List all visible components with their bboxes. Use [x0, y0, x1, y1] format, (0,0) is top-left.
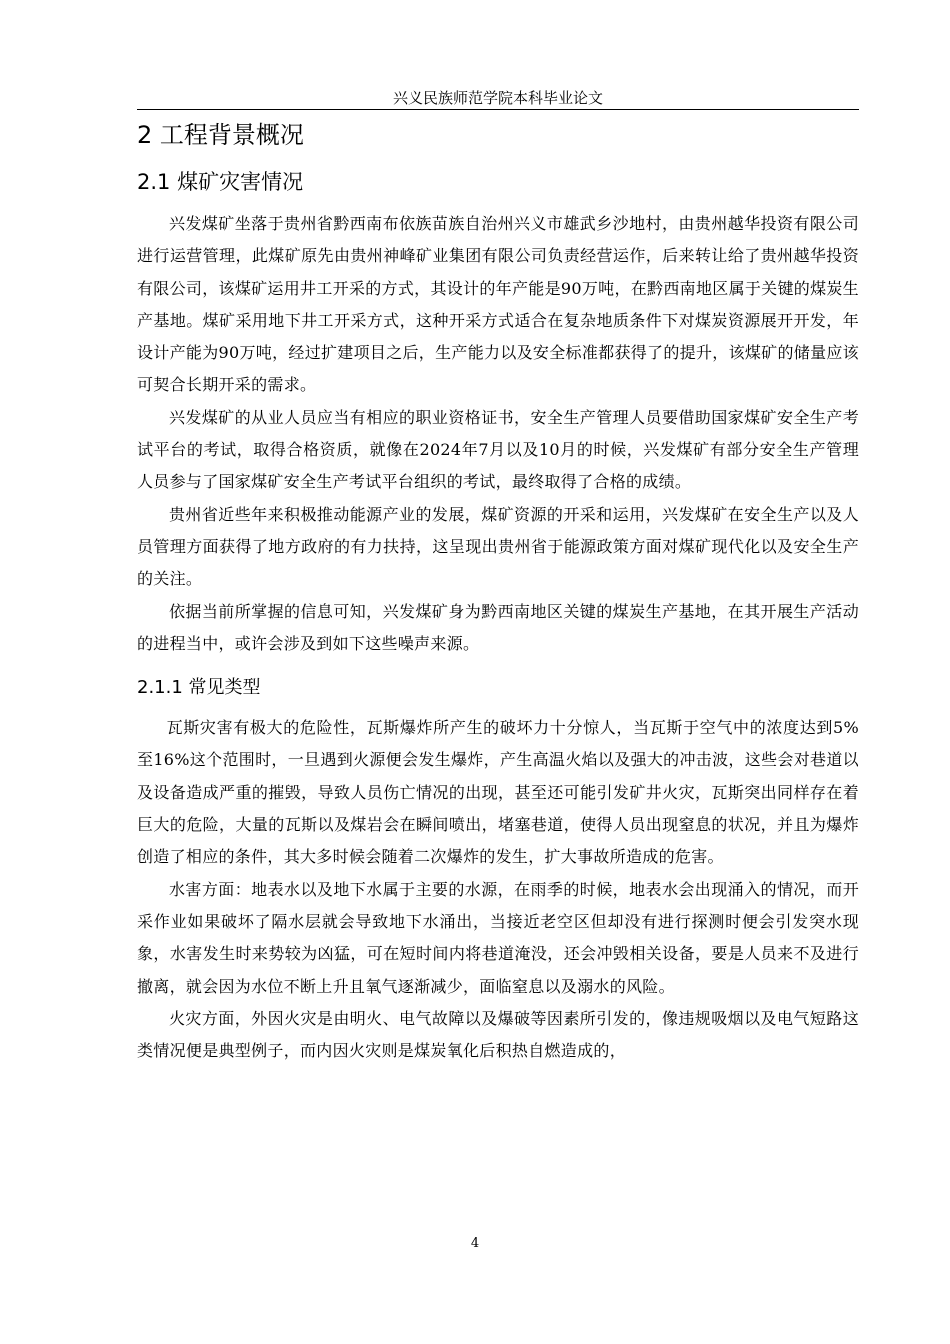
page-header: 兴义民族师范学院本科毕业论文	[137, 88, 859, 110]
chapter-title: 2 工程背景概况	[137, 121, 304, 149]
page-content	[137, 112, 859, 1067]
subsection-paragraph-2: 水害方面：地表水以及地下水属于主要的水源，在雨季的时候，地表水会出现涌入的情况，而开采作业如果破坏了隔水层就会导致地下水涌出，当接近老空区但却没有进行探测时便会引发突水现象，水害发生时来势较为凶猛，可在短时间内将巷道淹没，还会冲毁相关设备，要是人员来不及进行撤离，就会因为水位不断上升且氧气逐渐减少，面临窒息以及溺水的风险。	[137, 879, 859, 996]
subsection-title: 2.1.1 常见类型	[137, 677, 261, 699]
section-paragraph-2: 兴发煤矿的从业人员应当有相应的职业资格证书，安全生产管理人员要借助国家煤矿安全生产考试平台的考试，取得合格资质，就像在2024年7月以及10月的时候，兴发煤矿有部分安全生产管理人员参与了国家煤矿安全生产考试平台组织的考试，最终取得了合格的成绩。	[137, 407, 859, 492]
section-title: 2.1 煤矿灾害情况	[137, 170, 304, 194]
section-paragraph-1: 兴发煤矿坐落于贵州省黔西南布依族苗族自治州兴义市雄武乡沙地村，由贵州越华投资有限公司进行运营管理，此煤矿原先由贵州神峰矿业集团有限公司负责经营运作，后来转让给了贵州越华投资有限公司，该煤矿运用井工开采的方式，其设计的年产能是90万吨，在黔西南地区属于关键的煤炭生产基地。煤矿采用地下井工开采方式，这种开采方式适合在复杂地质条件下对煤炭资源展开开发，年设计产能为90万吨，经过扩建项目之后，生产能力以及安全标准都获得了的提升，该煤矿的储量应该可契合长期开采的需求。	[137, 214, 859, 395]
section-paragraph-4: 依据当前所掌握的信息可知，兴发煤矿身为黔西南地区关键的煤炭生产基地，在其开展生产活动的进程当中，或许会涉及到如下这些噪声来源。	[137, 601, 859, 653]
section-paragraph-3: 贵州省近些年来积极推动能源产业的发展，煤矿资源的开采和运用，兴发煤矿在安全生产以及人员管理方面获得了地方政府的有力扶持，这呈现出贵州省于能源政策方面对煤矿现代化以及安全生产的关注。	[137, 504, 859, 589]
page-number: 4	[470, 1236, 480, 1251]
subsection-paragraph-3: 火灾方面，外因火灾是由明火、电气故障以及爆破等因素所引发的，像违规吸烟以及电气短路这类情况便是典型例子，而内因火灾则是煤炭氧化后积热自燃造成的，	[137, 1008, 859, 1061]
subsection-paragraph-1: 瓦斯灾害有极大的危险性，瓦斯爆炸所产生的破坏力十分惊人，当瓦斯于空气中的浓度达到5%至16%这个范围时，一旦遇到火源便会发生爆炸，产生高温火焰以及强大的冲击波，这些会对巷道以及设备造成严重的摧毁，导致人员伤亡情况的出现，甚至还可能引发矿井火灾，瓦斯突出同样存在着巨大的危险，大量的瓦斯以及煤岩会在瞬间喷出，堵塞巷道，使得人员出现窒息的状况，并且为爆炸创造了相应的条件，其大多时候会随着二次爆炸的发生，扩大事故所造成的危害。	[137, 718, 859, 867]
